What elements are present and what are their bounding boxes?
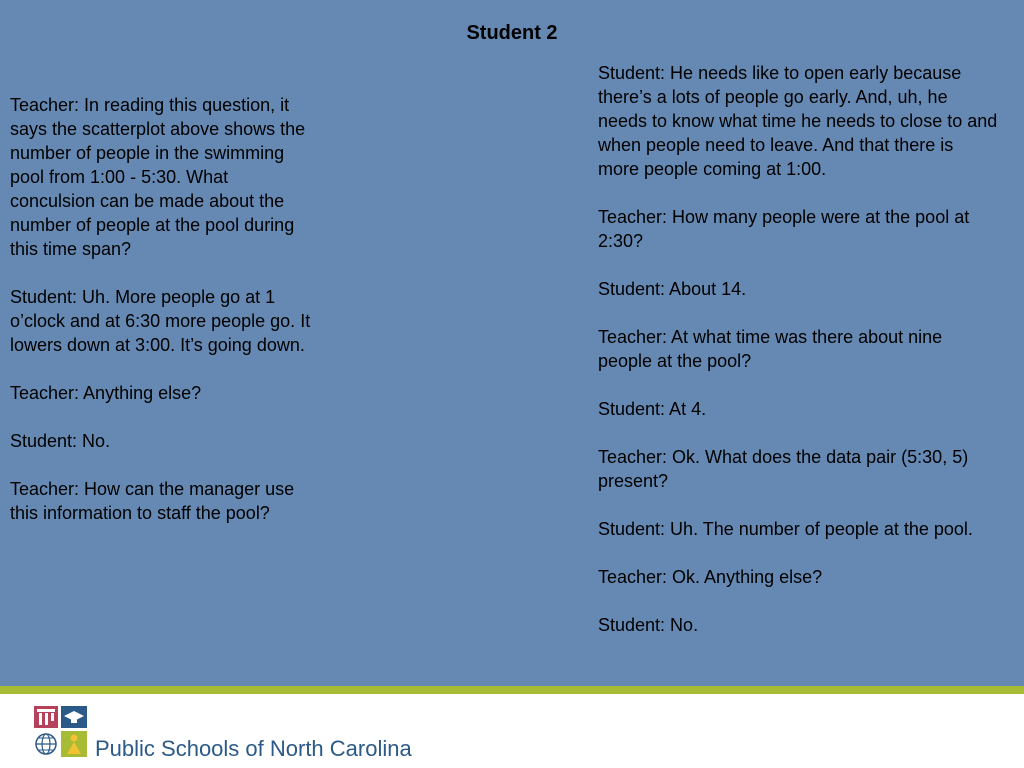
slide-title: Student 2 [466, 22, 558, 44]
left-column [10, 93, 315, 549]
dialogue-line: Teacher: Ok. What does the data pair (5:30, 5) present? [598, 447, 969, 491]
dialogue-line: Student: Uh. More people go at 1 o’clock and at 6:30 more people go. It lowers down at 3:00. It’s going down. [10, 287, 311, 355]
dialogue-line: Teacher: At what time was there about nine people at the pool? [598, 327, 943, 371]
dialogue-line: Student: No. [10, 431, 111, 451]
right-column [598, 61, 998, 661]
dialogue-line: Teacher: How many people were at the pool at 2:30? [598, 207, 970, 251]
nc-schools-logo-icon [33, 704, 89, 760]
dialogue-line: Teacher: In reading this question, it says the scatterplot above shows the number of people in the swimming pool from 1:00 - 5:30. What conculsion can be made about the number of people at the pool during this time span? [10, 95, 306, 259]
dialogue-line: Student: He needs like to open early because there’s a lots of people go early. And, uh, he needs to know what time he needs to close to and when people need to leave. And that there is more people coming at 1:00. [598, 63, 998, 179]
dialogue-line: Teacher: Ok. Anything else? [598, 567, 823, 587]
dialogue-line: Student: At 4. [598, 399, 707, 419]
accent-bar [0, 686, 1024, 694]
dialogue-line: Student: No. [598, 615, 699, 635]
dialogue-line: Teacher: Anything else? [10, 383, 202, 403]
dialogue-line: Student: Uh. The number of people at the pool. [598, 519, 973, 539]
dialogue-line: Student: About 14. [598, 279, 747, 299]
dialogue-line: Teacher: How can the manager use this information to staff the pool? [10, 479, 295, 523]
org-name: Public Schools of North Carolina [95, 736, 412, 761]
